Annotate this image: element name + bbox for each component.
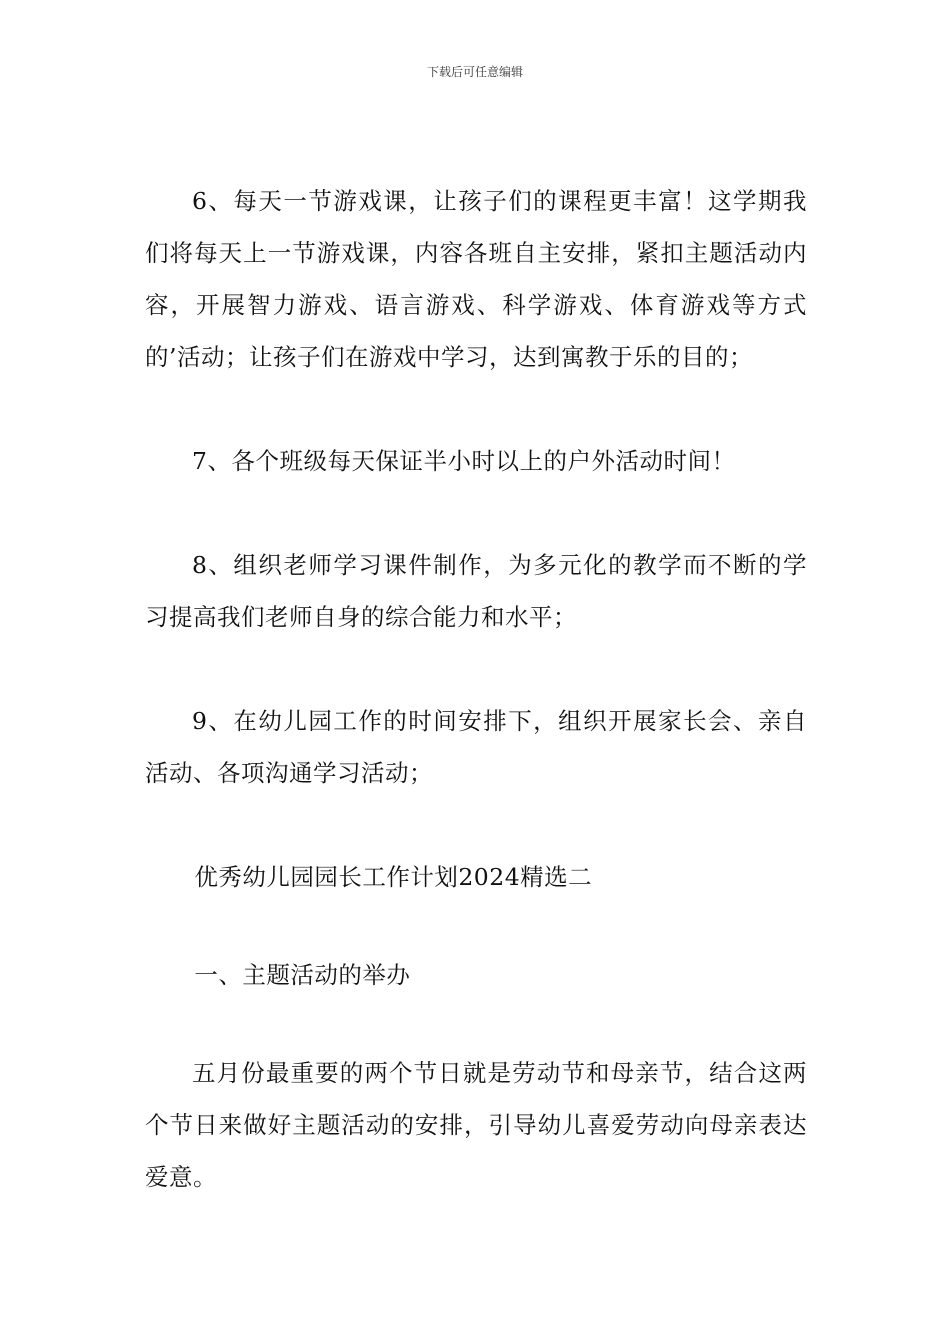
paragraph-may-festivals: 五月份最重要的两个节日就是劳动节和母亲节，结合这两个节日来做好主题活动的安排，引导幼儿喜爱劳动向母亲表达爱意。 — [145, 1059, 807, 1191]
document-body — [145, 175, 807, 1255]
page-header-note: 下载后可任意编辑 — [426, 65, 523, 79]
paragraph-item-8: 8、组织老师学习课件制作，为多元化的教学而不断的学习提高我们老师自身的综合能力和水平； — [145, 551, 807, 631]
paragraph-item-9: 9、在幼儿园工作的时间安排下，组织开展家长会、亲自活动、各项沟通学习活动； — [145, 707, 807, 787]
paragraph-item-6: 6、每天一节游戏课，让孩子们的课程更丰富！这学期我们将每天上一节游戏课，内容各班自主安排，紧扣主题活动内容，开展智力游戏、语言游戏、科学游戏、体育游戏等方式的’活动；让孩子们在游戏中学习，达到寓教于乐的目的； — [145, 187, 807, 371]
subsection-heading: 一、主题活动的举办 — [194, 961, 411, 989]
section-title: 优秀幼儿园园长工作计划2024精选二 — [194, 863, 593, 891]
paragraph-item-7: 7、各个班级每天保证半小时以上的户外活动时间！ — [192, 447, 736, 475]
